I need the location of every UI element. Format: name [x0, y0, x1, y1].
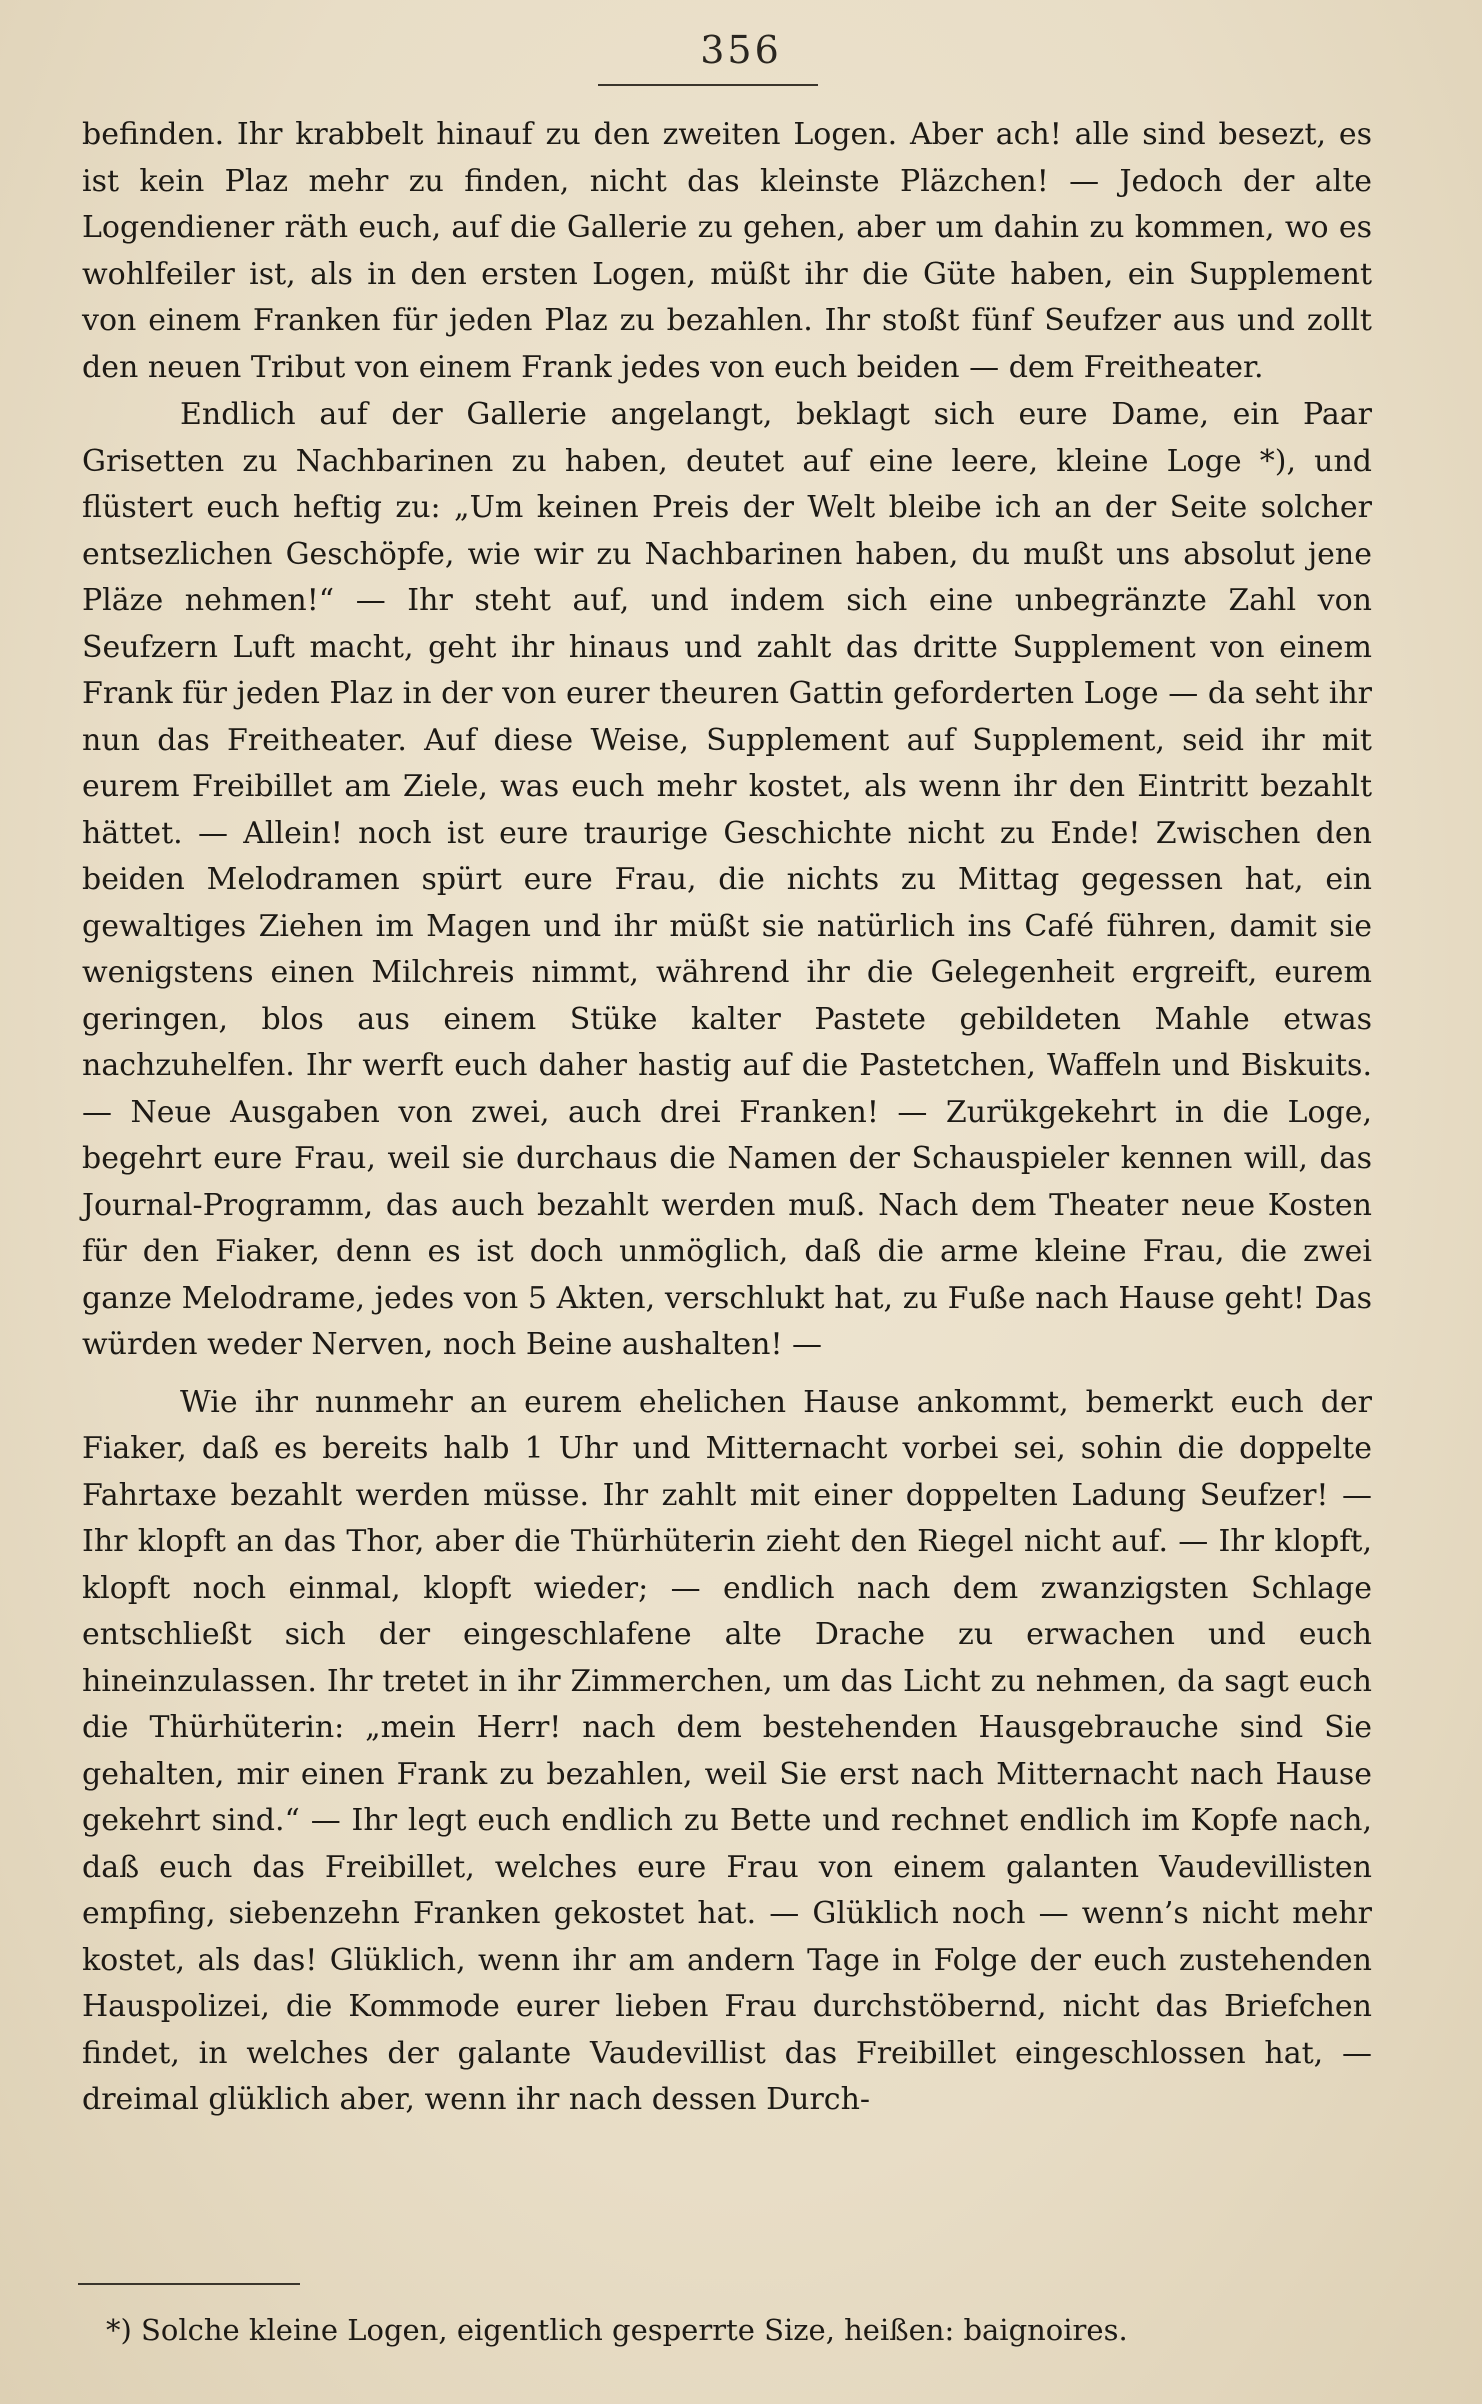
paragraph-2: Endlich auf der Gallerie angelangt, beklagt sich eure Dame, ein Paar Grisetten zu Nachbarinen zu haben, deutet auf eine leere, kleine Loge *), und flüstert euch heftig zu: „Um keinen Preis der Welt bleibe ich an der Seite solcher entsezlichen Geschöpfe, wie wir zu Nachbarinen haben, du mußt uns absolut jene Pläze nehmen!“ — Ihr steht auf, und indem sich eine unbegränzte Zahl von Seufzern Luft macht, geht ihr hinaus und zahlt das dritte Supplement von einem Frank für jeden Plaz in der von eurer theuren Gattin geforderten Loge — da seht ihr nun das Freitheater. Auf diese Weise, Supplement auf Supplement, seid ihr mit eurem Freibillet am Ziele, was euch mehr kostet, als wenn ihr den Eintritt bezahlt hättet. — Allein! noch ist eure traurige Geschichte nicht zu Ende! Zwischen den beiden Melodramen spürt eure Frau, die nichts zu Mittag gegessen hat, ein gewaltiges Ziehen im Magen und ihr müßt sie natürlich ins Café führen, damit sie wenigstens einen Milchreis nimmt, während ihr die Gelegenheit ergreift, eurem geringen, blos aus einem Stüke kalter Pastete gebildeten Mahle etwas nachzuhelfen. Ihr werft euch daher hastig auf die Pastetchen, Waffeln und Biskuits. — Neue Ausgaben von zwei, auch drei Franken! — Zurükgekehrt in die Loge, begehrt eure Frau, weil sie durchaus die Namen der Schauspieler kennen will, das Journal-Programm, das auch bezahlt werden muß. Nach dem Theater neue Kosten für den Fiaker, denn es ist doch unmöglich, daß die arme kleine Frau, die zwei ganze Melodrame, jedes von 5 Akten, verschlukt hat, zu Fuße nach Hause geht! Das würden weder Nerven, noch Beine aushalten! — [82, 397, 1372, 1362]
body-text [82, 112, 1372, 2124]
footnote: *) Solche kleine Logen, eigentlich gesperrte Size, heißen: baignoires. [106, 2313, 1128, 2347]
paragraph-3: Wie ihr nunmehr an eurem ehelichen Hause ankommt, bemerkt euch der Fiaker, daß es bereits halb 1 Uhr und Mitternacht vorbei sei, sohin die doppelte Fahrtaxe bezahlt werden müsse. Ihr zahlt mit einer doppelten Ladung Seufzer! — Ihr klopft an das Thor, aber die Thürhüterin zieht den Riegel nicht auf. — Ihr klopft, klopft noch einmal, klopft wieder; — endlich nach dem zwanzigsten Schlage entschließt sich der eingeschlafene alte Drache zu erwachen und euch hineinzulassen. Ihr tretet in ihr Zimmerchen, um das Licht zu nehmen, da sagt euch die Thürhüterin: „mein Herr! nach dem bestehenden Hausgebrauche sind Sie gehalten, mir einen Frank zu bezahlen, weil Sie erst nach Mitternacht nach Hause gekehrt sind.“ — Ihr legt euch endlich zu Bette und rechnet endlich im Kopfe nach, daß euch das Freibillet, welches eure Frau von einem galanten Vaudevillisten empfing, siebenzehn Franken gekostet hat. — Glüklich noch — wenn’s nicht mehr kostet, als das! Glüklich, wenn ihr am andern Tage in Folge der euch zustehenden Hauspolizei, die Kommode eurer lieben Frau durchstöbernd, nicht das Briefchen findet, in welches der galante Vaudevillist das Freibillet eingeschlossen hat, — dreimal glüklich aber, wenn ihr nach dessen Durch- [82, 1384, 1372, 2117]
page-number: 356 [700, 28, 782, 72]
paragraph-1: befinden. Ihr krabbelt hinauf zu den zweiten Logen. Aber ach! alle sind besezt, es ist kein Plaz mehr zu finden, nicht das kleinste Pläzchen! — Jedoch der alte Logendiener räth euch, auf die Gallerie zu gehen, aber um dahin zu kommen, wo es wohlfeiler ist, als in den ersten Logen, müßt ihr die Güte haben, ein Supplement von einem Franken für jeden Plaz zu bezahlen. Ihr stoßt fünf Seufzer aus und zollt den neuen Tribut von einem Frank jedes von euch beiden — dem Freitheater. [82, 117, 1372, 385]
header-rule [598, 84, 818, 86]
footnote-rule [78, 2283, 300, 2285]
